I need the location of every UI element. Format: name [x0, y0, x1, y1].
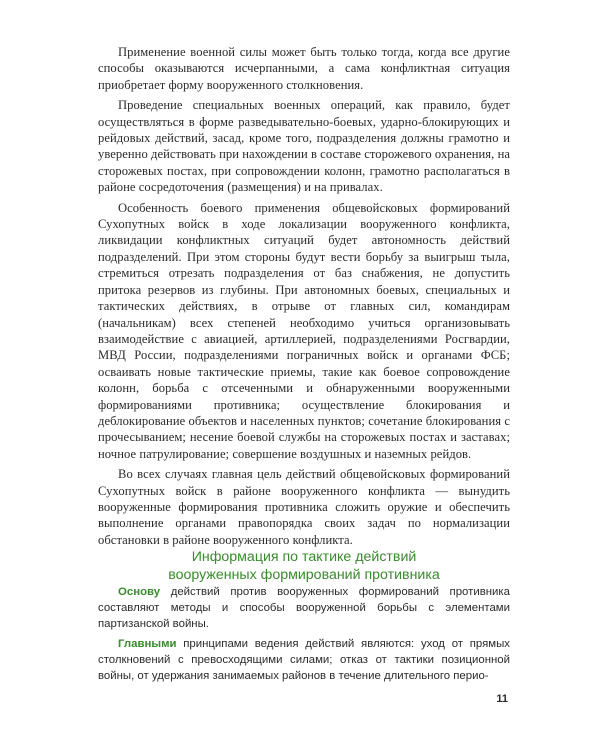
- paragraph-3: Особенность боевого применения общевойсковых формирований Сухопутных войск в ходе локализации вооруженного конфликта, ликвидации конфликтных ситуаций будет автономность действий подразделений. При этом стороны будут вести борьбу за выигрыш тыла, стремиться отрезать подразделения от баз снабжения, не допустить притока резервов из глубины. При автономных боевых, специальных и тактических действиях, в отрыве от главных сил, командирам (начальникам) всех степеней необходимо учиться организовывать взаимодействие с авиацией, артиллерией, подразделениями Росгвардии, МВД России, подразделениями пограничных войск и органами ФСБ; осваивать новые тактические приемы, такие как боевое сопровождение колонн, борьба с отсеченными и обнаруженными вооруженными формированиями противника; осуществление блокирования и деблокирование объектов и населенных пунктов; сочетание блокирования с прочесыванием; несение боевой службы на сторожевых постах и заставах; ночное патрулирование; совершение воздушных и наземных рейдов.: [98, 200, 510, 461]
- keyword-glavnymi: Главными: [118, 638, 177, 650]
- paragraph-4: Во всех случаях главная цель действий общевойсковых формирований Сухопутных войск в районе вооруженного конфликта — вынудить вооруженные формирования противника сложить оружие и обеспечить выполнение органами правопорядка своих задач по нормализации обстановки в районе вооруженного конфликта.: [98, 467, 510, 547]
- info-section-text: [98, 584, 510, 688]
- keyword-osnovu: Основу: [118, 586, 161, 598]
- info-title-line-2: вооруженных формирований противника: [168, 567, 440, 583]
- info-paragraph-2: [98, 636, 510, 684]
- main-text: [98, 44, 510, 552]
- info-title-line-1: Информация по тактике действий: [191, 549, 417, 565]
- paragraph-1: Применение военной силы может быть только тогда, когда все другие способы оказываются исчерпанными, а сама конфликтная ситуация приобретает форму вооруженного столкновения.: [98, 45, 510, 92]
- paragraph-2: Проведение специальных военных операций, как правило, будет осуществляться в форме разведывательно-боевых, ударно-блокирующих и рейдовых действий, засад, кроме того, подразделения должны грамотно и уверенно действовать при нахождении в составе сторожевого охранения, на сторожевых постах, при сопровождении колонн, грамотно располагаться в районе сосредоточения (размещения) и на привалах.: [98, 98, 510, 195]
- info-paragraph-1-text: действий против вооруженных формирований противника составляют методы и способы вооруженной борьбы с элементами партизанской войны.: [98, 586, 510, 630]
- info-paragraph-2-text: принципами ведения действий являются: уход от прямых столкновений с превосходящими силами; отказ от тактики позиционной войны, от удержания занимаемых районов в течение длительного перио-: [98, 638, 510, 682]
- info-paragraph-1: [98, 584, 510, 632]
- info-section-title: [98, 548, 510, 584]
- page-number: 11: [496, 693, 508, 705]
